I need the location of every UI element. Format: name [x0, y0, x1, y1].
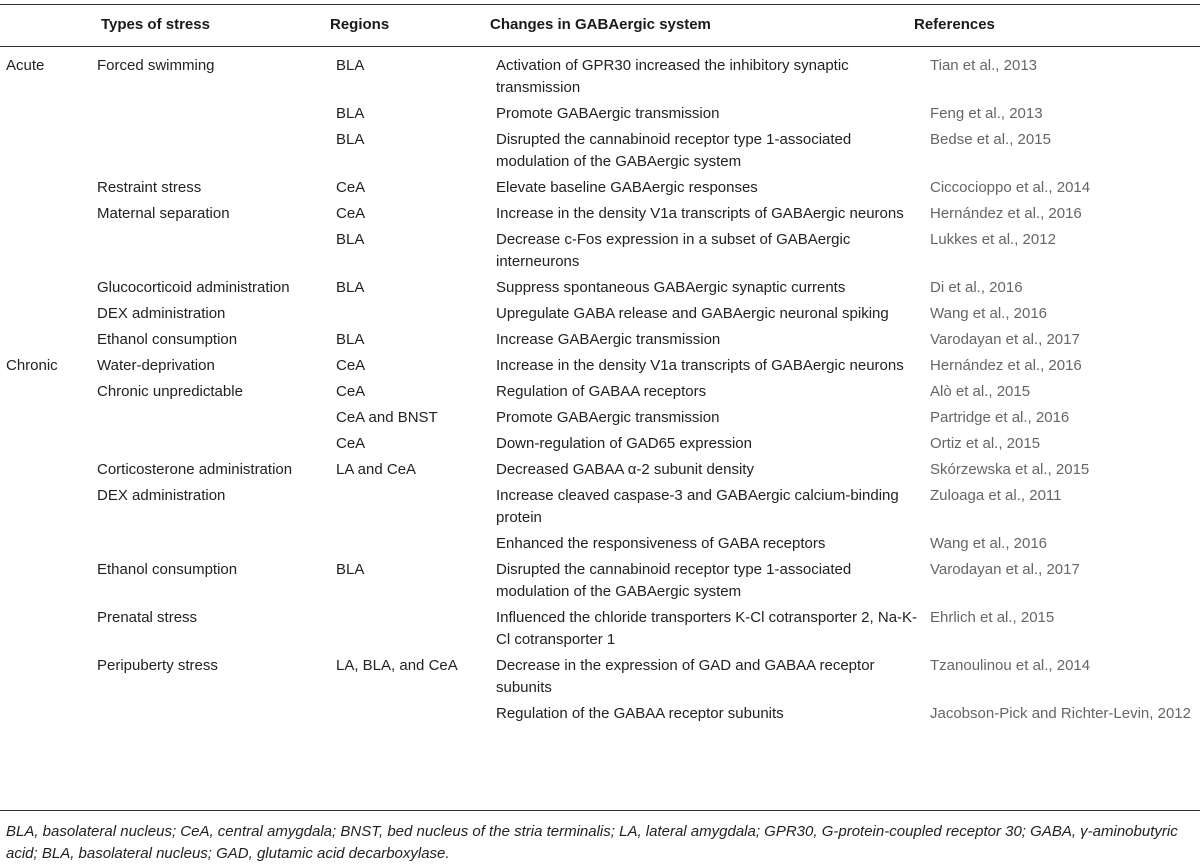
header-type: Types of stress: [101, 16, 210, 33]
region-cell: BLA: [336, 561, 365, 578]
stress-type-cell: [97, 129, 336, 177]
stress-group-cell: [0, 655, 97, 703]
stress-group-cell: [0, 533, 97, 559]
stress-type-cell: Ethanol consumption: [97, 331, 238, 348]
table-row: [0, 607, 1200, 655]
stress-group-cell: [0, 459, 97, 485]
stress-type-cell: DEX administration: [97, 487, 226, 504]
stress-type-cell: DEX administration: [97, 305, 226, 322]
stress-type-cell: Glucocorticoid administration: [97, 279, 290, 296]
stress-type-cell: [97, 229, 336, 277]
change-cell: Decrease c-Fos expression in a subset of GABAergic interneurons: [496, 231, 851, 270]
stress-group-cell: [0, 229, 97, 277]
table-row: [0, 355, 1200, 381]
stress-type-cell: [97, 703, 336, 729]
reference-cell: Hernández et al., 2016: [930, 357, 1082, 374]
change-cell: Increase in the density V1a transcripts of GABAergic neurons: [496, 357, 904, 374]
header-references: References: [914, 16, 995, 33]
table-row: [0, 533, 1200, 559]
change-cell: Regulation of GABAA receptors: [496, 383, 707, 400]
region-cell: CeA: [336, 205, 366, 222]
stress-group-cell: [0, 277, 97, 303]
stress-type-cell: Maternal separation: [97, 205, 230, 222]
region-cell: [336, 485, 496, 533]
change-cell: Enhanced the responsiveness of GABA receptors: [496, 535, 826, 552]
table-row: [0, 303, 1200, 329]
reference-cell: Feng et al., 2013: [930, 105, 1043, 122]
region-cell: CeA and BNST: [336, 409, 438, 426]
reference-cell: Ciccocioppo et al., 2014: [930, 179, 1091, 196]
header-rule: [0, 46, 1200, 47]
table-row: [0, 129, 1200, 177]
table-row: [0, 559, 1200, 607]
region-cell: BLA: [336, 57, 365, 74]
stress-group-cell: [0, 303, 97, 329]
table-row: [0, 485, 1200, 533]
stress-type-cell: Water-deprivation: [97, 357, 215, 374]
change-cell: Suppress spontaneous GABAergic synaptic currents: [496, 279, 846, 296]
change-cell: Increase cleaved caspase-3 and GABAergic calcium-binding protein: [496, 487, 899, 526]
stress-group-cell: [0, 177, 97, 203]
stress-group-cell: [0, 381, 97, 407]
reference-cell: Ehrlich et al., 2015: [930, 609, 1055, 626]
header-changes: Changes in GABAergic system: [490, 16, 711, 33]
stress-type-cell: Prenatal stress: [97, 609, 198, 626]
reference-cell: Alò et al., 2015: [930, 383, 1031, 400]
region-cell: [336, 703, 496, 729]
stress-group-cell: Acute: [6, 57, 45, 74]
region-cell: CeA: [336, 383, 366, 400]
stress-group-cell: [0, 203, 97, 229]
reference-cell: Varodayan et al., 2017: [930, 331, 1080, 348]
stress-type-cell: [97, 533, 336, 559]
change-cell: Promote GABAergic transmission: [496, 409, 720, 426]
region-cell: [336, 533, 496, 559]
reference-cell: Ortiz et al., 2015: [930, 435, 1041, 452]
change-cell: Decrease in the expression of GAD and GABAA receptor subunits: [496, 657, 875, 696]
stress-type-cell: Corticosterone administration: [97, 461, 293, 478]
table-row: [0, 655, 1200, 703]
reference-cell: Hernández et al., 2016: [930, 205, 1082, 222]
region-cell: BLA: [336, 131, 365, 148]
region-cell: [336, 303, 496, 329]
region-cell: BLA: [336, 279, 365, 296]
stress-type-cell: Ethanol consumption: [97, 561, 238, 578]
table-row: [0, 459, 1200, 485]
reference-cell: Tzanoulinou et al., 2014: [930, 657, 1091, 674]
change-cell: Influenced the chloride transporters K-Cl cotransporter 2, Na-K-Cl cotransporter 1: [496, 609, 918, 648]
table-row: [0, 55, 1200, 103]
stress-group-cell: [0, 485, 97, 533]
reference-cell: Partridge et al., 2016: [930, 409, 1070, 426]
stress-type-cell: Peripuberty stress: [97, 657, 218, 674]
table-row: [0, 329, 1200, 355]
change-cell: Increase GABAergic transmission: [496, 331, 721, 348]
region-cell: [336, 607, 496, 655]
table-row: [0, 703, 1200, 729]
region-cell: CeA: [336, 435, 366, 452]
table-row: [0, 433, 1200, 459]
data-table: [0, 55, 1200, 729]
stress-group-cell: [0, 433, 97, 459]
change-cell: Activation of GPR30 increased the inhibitory synaptic transmission: [496, 57, 849, 96]
stress-type-cell: [97, 407, 336, 433]
change-cell: Decreased GABAA α-2 subunit density: [496, 461, 754, 478]
footnote: BLA, basolateral nucleus; CeA, central amygdala; BNST, bed nucleus of the stria terminalis; LA, lateral amygdala; GPR30, G-protein-coupled receptor 30; GABA, γ-aminobutyric acid; BLA, basolateral nucleus; GAD, glutamic acid decarboxylase.: [6, 823, 1178, 862]
stress-group-cell: [0, 129, 97, 177]
region-cell: BLA: [336, 231, 365, 248]
reference-cell: Wang et al., 2016: [930, 305, 1048, 322]
stress-group-cell: [0, 607, 97, 655]
change-cell: Elevate baseline GABAergic responses: [496, 179, 758, 196]
top-rule: [0, 4, 1200, 5]
stress-group-cell: Chronic: [6, 357, 58, 374]
change-cell: Disrupted the cannabinoid receptor type 1-associated modulation of the GABAergic system: [496, 561, 852, 600]
region-cell: LA, BLA, and CeA: [336, 657, 458, 674]
bottom-rule: [0, 810, 1200, 811]
stress-group-cell: [0, 103, 97, 129]
table-row: [0, 103, 1200, 129]
reference-cell: Di et al., 2016: [930, 279, 1023, 296]
reference-cell: Skórzewska et al., 2015: [930, 461, 1090, 478]
region-cell: BLA: [336, 331, 365, 348]
stress-type-cell: Forced swimming: [97, 57, 215, 74]
region-cell: CeA: [336, 357, 366, 374]
stress-group-cell: [0, 703, 97, 729]
region-cell: CeA: [336, 179, 366, 196]
stress-type-cell: [97, 433, 336, 459]
stress-group-cell: [0, 559, 97, 607]
stress-type-cell: Restraint stress: [97, 179, 202, 196]
header-regions: Regions: [330, 16, 390, 33]
stress-type-cell: [97, 103, 336, 129]
reference-cell: Zuloaga et al., 2011: [930, 487, 1062, 504]
reference-cell: Jacobson-Pick and Richter-Levin, 2012: [930, 705, 1191, 722]
table-row: [0, 407, 1200, 433]
change-cell: Down-regulation of GAD65 expression: [496, 435, 752, 452]
stress-group-cell: [0, 329, 97, 355]
change-cell: Increase in the density V1a transcripts of GABAergic neurons: [496, 205, 904, 222]
table-row: [0, 177, 1200, 203]
table-row: [0, 381, 1200, 407]
region-cell: BLA: [336, 105, 365, 122]
table-row: [0, 203, 1200, 229]
region-cell: LA and CeA: [336, 461, 417, 478]
change-cell: Disrupted the cannabinoid receptor type 1-associated modulation of the GABAergic system: [496, 131, 852, 170]
change-cell: Regulation of the GABAA receptor subunits: [496, 705, 784, 722]
change-cell: Promote GABAergic transmission: [496, 105, 720, 122]
reference-cell: Lukkes et al., 2012: [930, 231, 1056, 248]
reference-cell: Wang et al., 2016: [930, 535, 1048, 552]
reference-cell: Bedse et al., 2015: [930, 131, 1051, 148]
stress-type-cell: Chronic unpredictable: [97, 383, 243, 400]
stress-group-cell: [0, 407, 97, 433]
change-cell: Upregulate GABA release and GABAergic neuronal spiking: [496, 305, 889, 322]
table-row: [0, 229, 1200, 277]
reference-cell: Varodayan et al., 2017: [930, 561, 1080, 578]
reference-cell: Tian et al., 2013: [930, 57, 1038, 74]
table-row: [0, 277, 1200, 303]
